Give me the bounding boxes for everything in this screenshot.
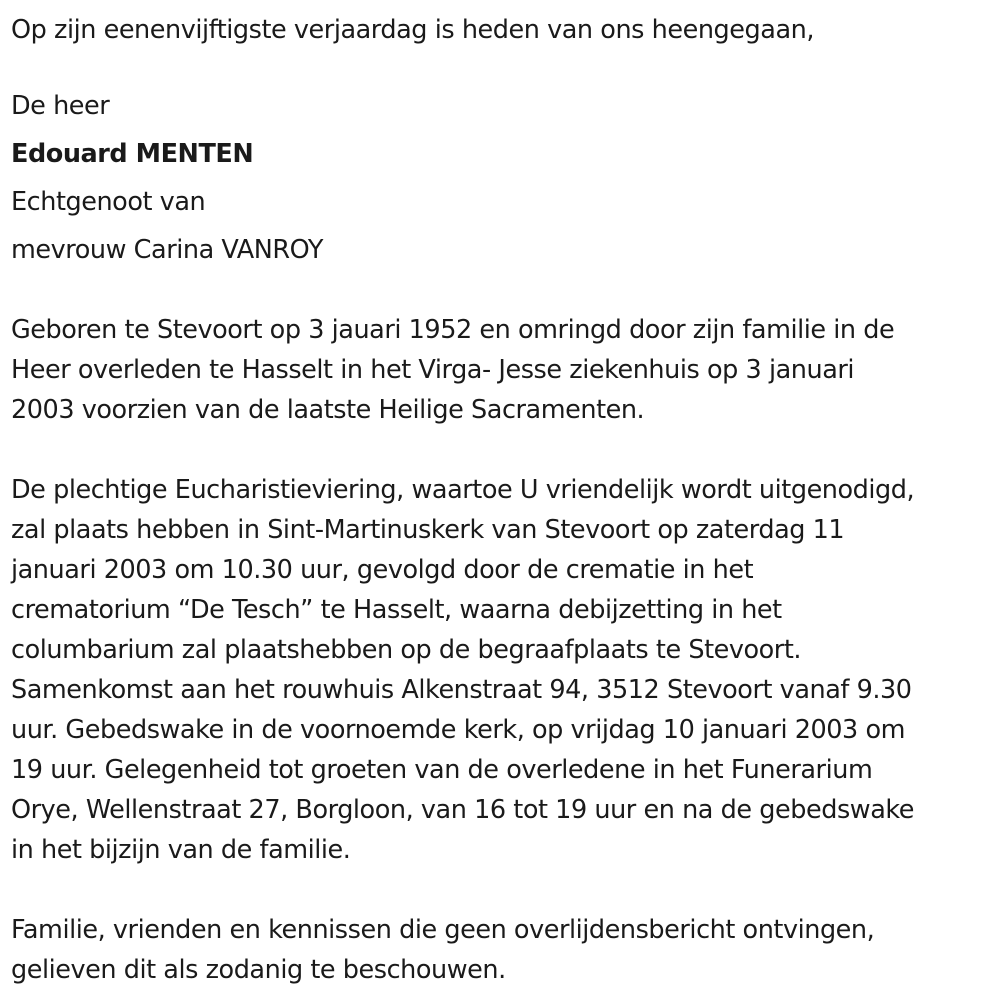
- paragraph-line: 2003 voorzien van de laatste Heilige Sacramenten.: [11, 395, 645, 425]
- paragraph-line: crematorium “De Tesch” te Hasselt, waarna debijzetting in het: [11, 595, 782, 625]
- honorific-title: De heer: [11, 91, 110, 121]
- paragraph-line: De plechtige Eucharistieviering, waartoe U vriendelijk wordt uitgenodigd,: [11, 475, 915, 505]
- paragraph-line: Familie, vrienden en kennissen die geen overlijdensbericht ontvingen,: [11, 915, 875, 945]
- spouse-name: mevrouw Carina VANROY: [11, 235, 324, 265]
- paragraph-line: in het bijzijn van de familie.: [11, 835, 351, 865]
- spouse-label: Echtgenoot van: [11, 187, 206, 217]
- paragraph-line: uur. Gebedswake in de voornoemde kerk, op vrijdag 10 januari 2003 om: [11, 715, 906, 745]
- ceremony-paragraph: [11, 470, 914, 870]
- paragraph-line: Samenkomst aan het rouwhuis Alkenstraat 94, 3512 Stevoort vanaf 9.30: [11, 675, 912, 705]
- birth-death-paragraph: [11, 310, 894, 430]
- paragraph-line: Orye, Wellenstraat 27, Borgloon, van 16 tot 19 uur en na de gebedswake: [11, 795, 915, 825]
- intro-line: Op zijn eenenvijftigste verjaardag is heden van ons heengegaan,: [11, 15, 814, 45]
- paragraph-line: columbarium zal plaatshebben op de begraafplaats te Stevoort.: [11, 635, 802, 665]
- paragraph-line: januari 2003 om 10.30 uur, gevolgd door de crematie in het: [11, 555, 754, 585]
- deceased-name: Edouard MENTEN: [11, 139, 254, 169]
- closing-paragraph: [11, 910, 874, 990]
- paragraph-line: Geboren te Stevoort op 3 jauari 1952 en omringd door zijn familie in de: [11, 315, 895, 345]
- paragraph-line: gelieven dit als zodanig te beschouwen.: [11, 955, 506, 985]
- paragraph-line: 19 uur. Gelegenheid tot groeten van de overledene in het Funerarium: [11, 755, 873, 785]
- paragraph-line: Heer overleden te Hasselt in het Virga- Jesse ziekenhuis op 3 januari: [11, 355, 855, 385]
- paragraph-line: zal plaats hebben in Sint-Martinuskerk van Stevoort op zaterdag 11: [11, 515, 845, 545]
